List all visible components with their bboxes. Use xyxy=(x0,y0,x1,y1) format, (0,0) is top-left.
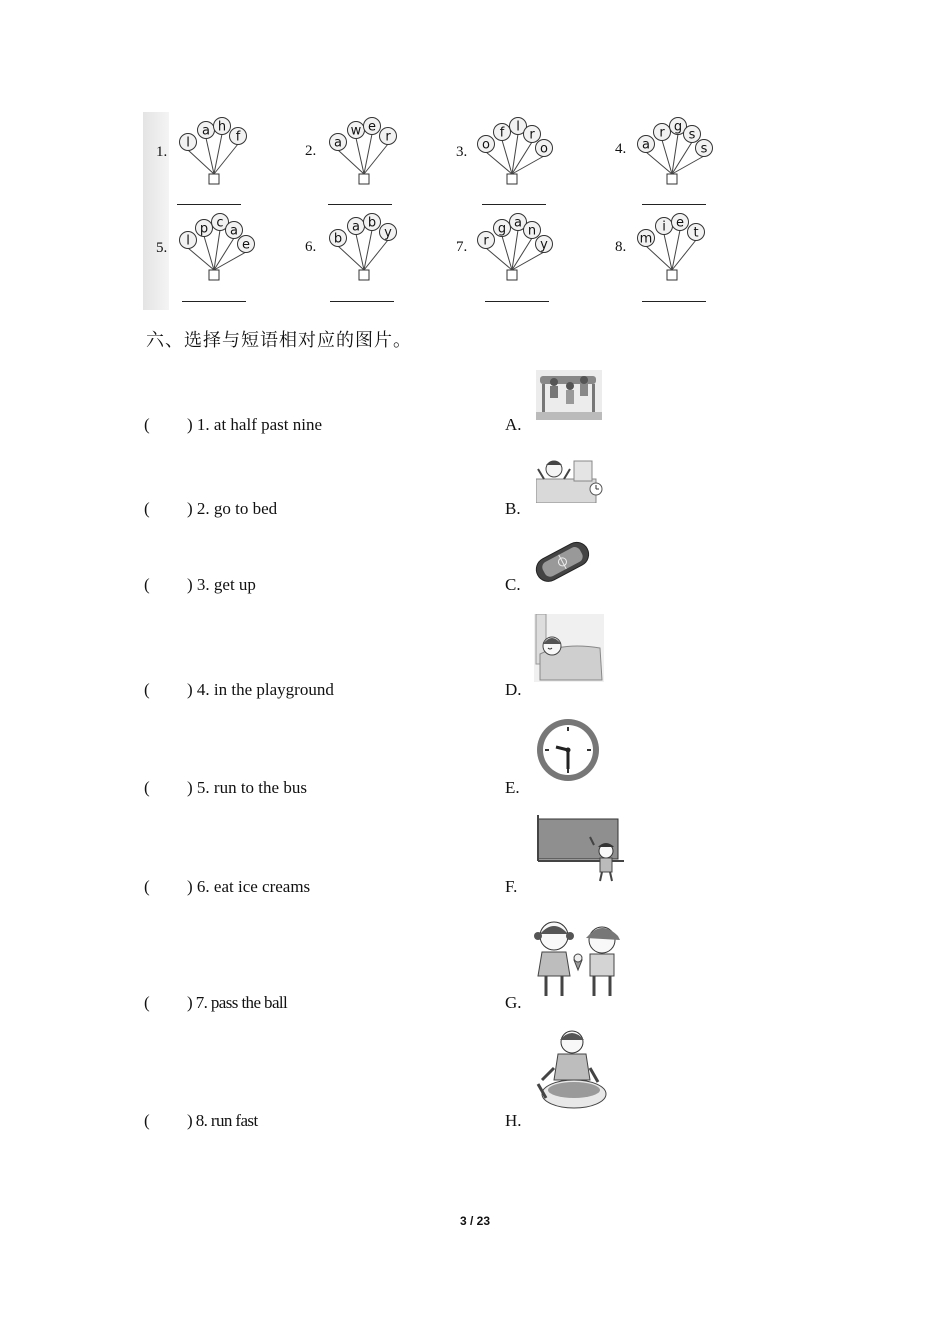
question-text: ) 2. go to bed xyxy=(187,499,278,518)
balloon-string xyxy=(662,140,672,174)
answer-paren[interactable]: ( xyxy=(144,575,150,594)
question-text: ) 1. at half past nine xyxy=(187,415,323,434)
balloon-letter: e xyxy=(242,237,250,253)
balloon-string xyxy=(204,236,214,270)
balloon-string xyxy=(338,150,364,174)
balloon-letter: o xyxy=(482,137,490,153)
balloon-item-number: 3. xyxy=(456,144,468,160)
answer-paren[interactable]: ( xyxy=(144,680,150,699)
balloon-string xyxy=(188,150,214,174)
balloon-string xyxy=(672,156,704,174)
question-text: ) 6. eat ice creams xyxy=(187,877,311,896)
balloon-letter: a xyxy=(230,223,238,239)
option-letter: B. xyxy=(505,499,521,518)
answer-blank[interactable] xyxy=(482,204,546,205)
balloon-string xyxy=(214,252,246,270)
balloon-letter: g xyxy=(497,221,507,237)
option-letter: E. xyxy=(505,778,520,797)
girl-at-blackboard-picture xyxy=(534,815,626,883)
option-letter: H. xyxy=(505,1111,522,1130)
answer-blank[interactable] xyxy=(330,301,394,302)
balloon-letter: b xyxy=(333,231,343,247)
balloon-string xyxy=(512,230,518,270)
answer-paren[interactable]: ( xyxy=(144,993,150,1012)
balloon-bunch xyxy=(630,112,720,202)
question-text: ) 5. run to the bus xyxy=(187,778,307,797)
balloon-letter: c xyxy=(216,215,224,231)
balloon-vase xyxy=(507,174,517,184)
balloon-string xyxy=(646,246,672,270)
balloon-item-number: 6. xyxy=(305,239,317,255)
balloon-vase xyxy=(667,270,677,280)
clock-picture xyxy=(535,717,601,783)
balloon-string xyxy=(486,152,512,174)
answer-paren[interactable]: ( xyxy=(144,778,150,797)
balloon-letter: m xyxy=(639,231,653,247)
option-letter: F. xyxy=(505,877,518,896)
balloon-vase xyxy=(209,270,219,280)
balloon-item-number: 5. xyxy=(156,240,168,256)
balloon-string xyxy=(338,246,364,270)
balloon-string xyxy=(512,142,532,174)
question-text: ) 3. get up xyxy=(187,575,256,594)
balloon-letter: l xyxy=(516,119,520,135)
balloon-string xyxy=(502,236,512,270)
balloon-letter: r xyxy=(659,125,665,141)
answer-blank[interactable] xyxy=(177,204,241,205)
balloon-string xyxy=(356,234,364,270)
balloon-vase xyxy=(209,174,219,184)
balloon-string xyxy=(356,138,364,174)
balloon-vase xyxy=(667,174,677,184)
balloon-string xyxy=(512,134,518,174)
balloon-string xyxy=(364,240,388,270)
balloon-letter: a xyxy=(514,215,522,231)
balloon-item-number: 1. xyxy=(156,144,168,160)
balloon-string xyxy=(512,252,544,270)
question-text: ) 8. run fast xyxy=(187,1111,258,1130)
balloon-letter: s xyxy=(688,127,696,143)
answer-paren[interactable]: ( xyxy=(144,1111,150,1130)
balloon-string xyxy=(512,238,532,270)
balloon-vase xyxy=(359,174,369,184)
balloon-letter: e xyxy=(368,119,376,135)
balloon-string xyxy=(214,230,220,270)
balloon-letter: p xyxy=(199,221,209,237)
balloon-bunch xyxy=(322,112,412,202)
section-title: 六、选择与短语相对应的图片。 xyxy=(146,330,412,351)
playground-picture xyxy=(532,538,592,584)
balloon-bunch xyxy=(172,112,262,202)
option-letter: A. xyxy=(505,415,522,434)
balloon-string xyxy=(502,140,512,174)
balloon-letter: y xyxy=(384,225,392,241)
answer-blank[interactable] xyxy=(328,204,392,205)
balloon-item-number: 2. xyxy=(305,143,317,159)
balloon-letter: g xyxy=(673,119,683,135)
balloon-letter: s xyxy=(700,141,708,157)
balloon-string xyxy=(672,230,680,270)
balloon-item-number: 8. xyxy=(615,239,627,255)
balloon-bunch xyxy=(630,208,720,298)
balloon-string xyxy=(672,240,696,270)
balloon-letter: a xyxy=(352,219,360,235)
option-letter: D. xyxy=(505,680,522,699)
boy-waking-up-picture xyxy=(536,455,606,503)
balloon-letter: l xyxy=(186,135,190,151)
balloon-string xyxy=(672,134,678,174)
balloon-vase xyxy=(359,270,369,280)
balloon-item-number: 7. xyxy=(456,239,468,255)
balloon-letter: w xyxy=(350,123,362,139)
balloon-string xyxy=(512,156,544,174)
balloon-string xyxy=(672,142,692,174)
balloon-bunch xyxy=(172,208,262,298)
balloon-letter: a xyxy=(334,135,342,151)
balloon-letter: f xyxy=(235,129,241,145)
balloon-letter: i xyxy=(662,219,666,235)
answer-paren[interactable]: ( xyxy=(144,415,150,434)
answer-paren[interactable]: ( xyxy=(144,877,150,896)
answer-blank[interactable] xyxy=(642,301,706,302)
balloon-string xyxy=(214,134,222,174)
scan-edge-strip xyxy=(143,112,169,310)
balloon-letter: b xyxy=(367,215,377,231)
children-playing-picture xyxy=(536,370,602,420)
balloon-letter: o xyxy=(540,141,548,157)
balloon-string xyxy=(486,248,512,270)
balloon-string xyxy=(206,138,214,174)
answer-blank[interactable] xyxy=(485,301,549,302)
balloon-bunch xyxy=(470,112,560,202)
balloon-letter: a xyxy=(642,137,650,153)
balloon-letter: t xyxy=(693,225,699,241)
girl-sleeping-picture xyxy=(534,614,604,682)
answer-paren[interactable]: ( xyxy=(144,499,150,518)
balloon-string xyxy=(188,248,214,270)
balloon-string xyxy=(364,144,388,174)
balloon-string xyxy=(646,152,672,174)
question-text: ) 4. in the playground xyxy=(187,680,334,699)
balloon-letter: f xyxy=(499,125,505,141)
balloon-letter: n xyxy=(527,223,537,239)
balloon-bunch xyxy=(470,208,560,298)
balloon-bunch xyxy=(322,208,412,298)
balloon-letter: h xyxy=(217,119,227,135)
balloon-vase xyxy=(507,270,517,280)
balloon-string xyxy=(214,238,234,270)
girl-washing-picture xyxy=(536,1028,612,1114)
balloon-letter: r xyxy=(529,127,535,143)
answer-blank[interactable] xyxy=(182,301,246,302)
option-letter: G. xyxy=(505,993,522,1012)
balloon-letter: l xyxy=(186,233,190,249)
question-text: ) 7. pass the ball xyxy=(187,993,288,1012)
balloon-letter: y xyxy=(540,237,548,253)
balloon-letter: e xyxy=(676,215,684,231)
balloon-letter: r xyxy=(483,233,489,249)
page-number: 3 / 23 xyxy=(459,1214,491,1228)
balloon-item-number: 4. xyxy=(615,141,627,157)
balloon-string xyxy=(364,230,372,270)
balloon-string xyxy=(214,144,238,174)
option-letter: C. xyxy=(505,575,521,594)
balloon-string xyxy=(664,234,672,270)
balloon-string xyxy=(364,134,372,174)
answer-blank[interactable] xyxy=(642,204,706,205)
kids-eating-ice-cream-picture xyxy=(530,916,622,998)
balloon-letter: r xyxy=(385,129,391,145)
balloon-letter: a xyxy=(202,123,210,139)
